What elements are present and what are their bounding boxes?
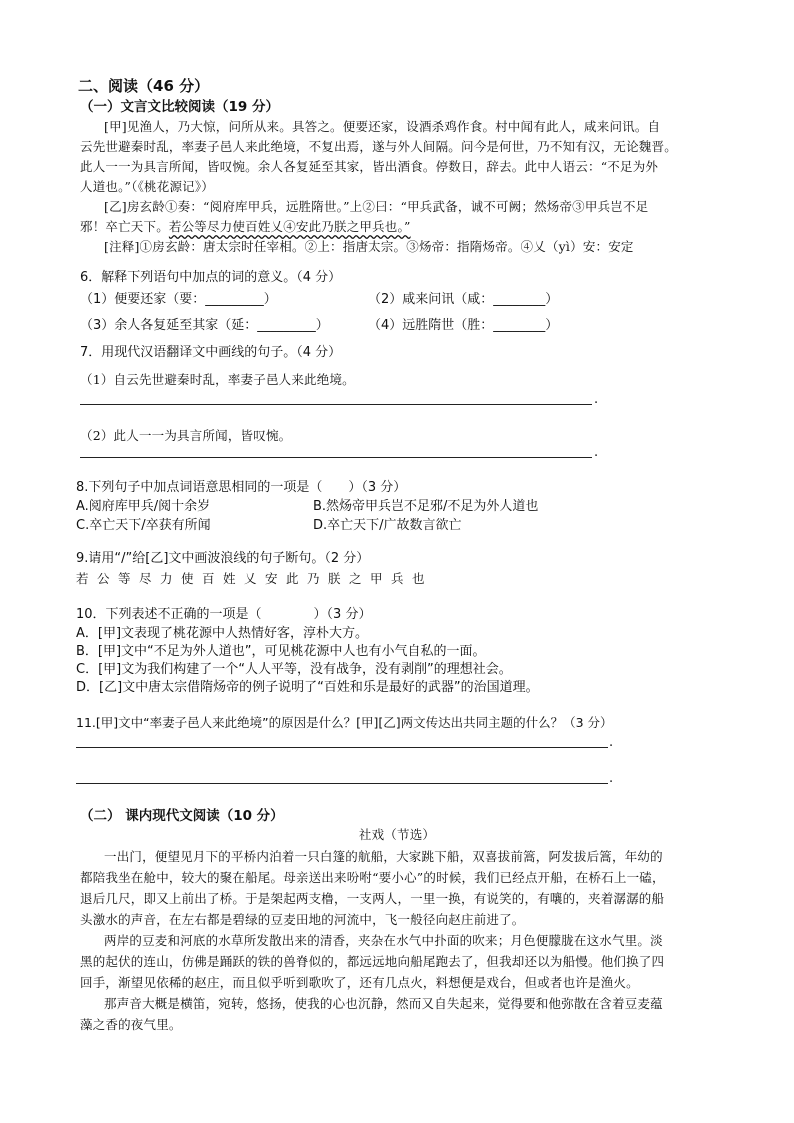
q7-sentence-1: （1）自云先世避秦时乱，率妻子邑人来此绝境。 (80, 372, 355, 387)
q11-answer-line-1 (76, 747, 608, 748)
q9-stem: 9.请用“/”给[乙]文中画波浪线的句子断句。（2 分） (76, 551, 370, 566)
q10-stem: 10．下列表述不正确的一项是（ ）（3 分） (76, 607, 372, 622)
q11-period-1: . (609, 735, 614, 750)
part2-title: （二） 课内现代文阅读（10 分） (80, 808, 284, 824)
q10-option-b: B．[甲]文中“不足为外人道也”，可见桃花源中人也有小气自私的一面。 (76, 644, 486, 659)
jia-line-4: 人道也。”（《桃花源记》） (80, 179, 214, 194)
q7-stem: 7．用现代汉语翻译文中画线的句子。（4 分） (80, 345, 342, 360)
passage-title: 社戏（节选） (358, 827, 436, 842)
q6-item-4: （4）远胜隋世（胜：________） (368, 318, 559, 333)
q8-option-b: B.然炀帝甲兵岂不足邪/不足为外人道也 (313, 499, 539, 514)
yi-line-2-text: 邪！卒亡天下。 (80, 219, 169, 234)
q11-period-2: . (609, 771, 614, 786)
q6-item-3: （3）余人各复延至其家（延：_________） (80, 318, 329, 333)
q6-item-1: （1）便要还家（要：_________） (80, 292, 277, 307)
q10-option-d: D．[乙]文中唐太宗借隋炀帝的例子说明了“百姓和乐是最好的武器”的治国道理。 (76, 680, 539, 695)
passage-line-8: 那声音大概是横笛，宛转，悠扬，使我的心也沉静，然而又自失起来，觉得要和他弥散在含着豆麦蕴 (104, 996, 663, 1011)
q7-period-2: . (594, 445, 599, 460)
q7-period-1: . (594, 392, 599, 407)
jia-line-3: 此人一一为具言所闻，皆叹惋。余人各复延至其家，皆出酒食。停数日，辞去。此中人语云：“不足为外 (80, 159, 659, 174)
passage-line-1: 一出门，便望见月下的平桥内泊着一只白篷的航船，大家跳下船，双喜拔前篙，阿发拔后篙，年幼的 (104, 849, 663, 864)
q9-text: 若公等尽力使百姓乂安此乃朕之甲兵也 (76, 571, 434, 586)
q10-option-a: A．[甲]文表现了桃花源中人热情好客，淳朴大方。 (76, 626, 369, 641)
jia-line-1: [甲]见渔人，乃大惊，问所从来。具答之。便要还家，设酒杀鸡作食。村中闻有此人，咸来问讯。自 (104, 119, 661, 134)
passage-line-6: 黑的起伏的连山，仿佛是踊跃的铁的兽脊似的，都远远地向船尾跑去了，但我却还以为船慢。他们换了四 (80, 954, 665, 969)
passage-line-4: 头激水的声音，在左右都是碧绿的豆麦田地的河流中，飞一般径向赵庄前进了。 (80, 912, 525, 927)
yi-line-1: [乙]房玄龄①奏：“阅府库甲兵，远胜隋世。”上②曰：“甲兵武备，诚不可阙；然炀帝③甲兵岂不足 (104, 199, 649, 214)
passage-line-7: 回手，渐望见依稀的赵庄，而且似乎听到歌吹了，还有几点火，料想便是戏台，但或者也许是渔火。 (80, 975, 639, 990)
q7-answer-line-1 (80, 404, 592, 405)
q8-option-a: A.阅府库甲兵/阅十余岁 (76, 499, 211, 514)
q6-stem: 6．解释下列语句中加点的词的意义。（4 分） (80, 270, 342, 285)
yi-line-2 (80, 219, 411, 235)
passage-line-3: 退后几尺，即又上前出了桥。于是架起两支橹，一支两人，一里一换，有说笑的，有嚷的，夹着潺潺的船 (80, 891, 665, 906)
q6-item-2: （2）咸来问讯（咸：________） (368, 292, 559, 307)
q7-answer-line-2 (80, 457, 592, 458)
passage-line-9: 藻之香的夜气里。 (80, 1017, 182, 1032)
annotation-note: [注释]①房玄龄：唐太宗时任宰相。②上：指唐太宗。③炀帝：指隋炀帝。④乂（yì）安：安定 (104, 239, 634, 254)
part1-title: （一）文言文比较阅读（19 分） (80, 99, 279, 115)
yi-wavy-sentence: 若公等尽力使百姓乂④安此乃朕之甲兵也。” (168, 219, 411, 234)
q10-option-c: C．[甲]文为我们构建了一个“人人平等，没有战争，没有剥削”的理想社会。 (76, 662, 512, 677)
section-title: 二、阅读（46 分） (78, 77, 210, 95)
q11-answer-line-2 (76, 783, 608, 784)
q11-stem: 11.[甲]文中“率妻子邑人来此绝境”的原因是什么？[甲][乙]两文传达出共同主题的什么？（3 分） (76, 715, 613, 730)
q8-option-c: C.卒亡天下/卒获有所闻 (76, 518, 211, 533)
passage-line-5: 两岸的豆麦和河底的水草所发散出来的清香，夹杂在水气中扑面的吹来；月色便朦胧在这水气里。淡 (104, 933, 663, 948)
q8-stem: 8.下列句子中加点词语意思相同的一项是（ ）（3 分） (76, 480, 407, 495)
q7-sentence-2: （2）此人一一为具言所闻，皆叹惋。 (80, 428, 292, 443)
jia-line-2: 云先世避秦时乱，率妻子邑人来此绝境，不复出焉，遂与外人间隔。问今是何世，乃不知有汉，无论魏晋。 (80, 139, 677, 154)
passage-line-2: 都陪我坐在舱中，较大的聚在船尾。母亲送出来吩咐“要小心”的时候，我们已经点开船，在桥石上一磕， (80, 870, 665, 885)
q8-option-d: D.卒亡天下/广故数言欲亡 (313, 518, 462, 533)
